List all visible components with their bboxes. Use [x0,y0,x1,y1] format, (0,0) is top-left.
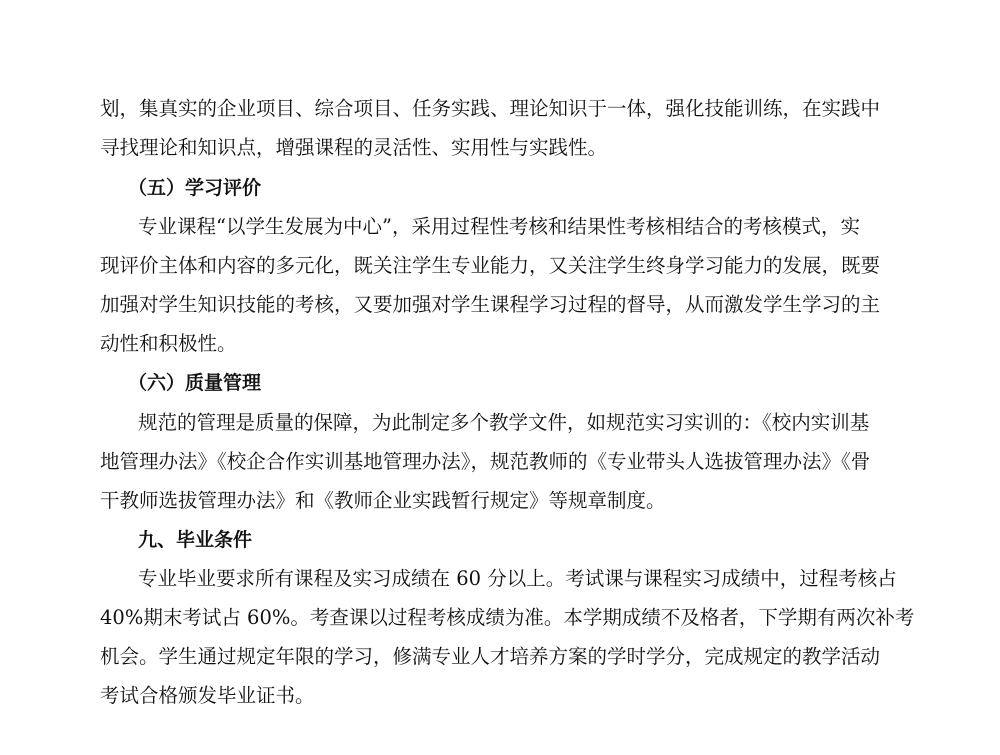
paragraph-line: 加强对学生知识技能的考核，又要加强对学生课程学习过程的督导，从而激发学生学习的主 [100,293,881,316]
paragraph-line: 40%期末考试占 60%。考查课以过程考核成绩为准。本学期成绩不及格者，下学期有两次补考 [100,606,915,629]
paragraph-line: 地管理办法》《校企合作实训基地管理办法》，规范教师的《专业带头人选拔管理办法》《骨 [100,450,871,473]
paragraph-line: 考试合格颁发毕业证书。 [100,684,315,707]
section-heading-quality-management: （六）质量管理 [128,372,262,394]
paragraph-line: 规范的管理是质量的保障，为此制定多个教学文件，如规范实习实训的：《校内实训基 [138,411,870,434]
paragraph-line: 机会。学生通过规定年限的学习，修满专业人才培养方案的学时学分，完成规定的教学活动 [100,645,881,668]
paragraph-line: 动性和积极性。 [100,332,237,355]
section-heading-learning-evaluation: （五）学习评价 [128,177,262,199]
paragraph-line: 现评价主体和内容的多元化，既关注学生专业能力，又关注学生终身学习能力的发展，既要 [100,254,881,277]
paragraph-line: 专业毕业要求所有课程及实习成绩在 60 分以上。考试课与课程实习成绩中，过程考核占 [138,567,897,590]
paragraph-line: 专业课程“以学生发展为中心”，采用过程性考核和结果性考核相结合的考核模式，实 [138,215,860,238]
paragraph-line: 寻找理论和知识点，增强课程的灵活性、实用性与实践性。 [100,136,608,159]
section-heading-graduation-requirements: 九、毕业条件 [138,529,253,551]
paragraph-line: 干教师选拔管理办法》和《教师企业实践暂行规定》等规章制度。 [100,489,666,512]
paragraph-line: 划，集真实的企业项目、综合项目、任务实践、理论知识于一体，强化技能训练，在实践中 [100,97,881,120]
